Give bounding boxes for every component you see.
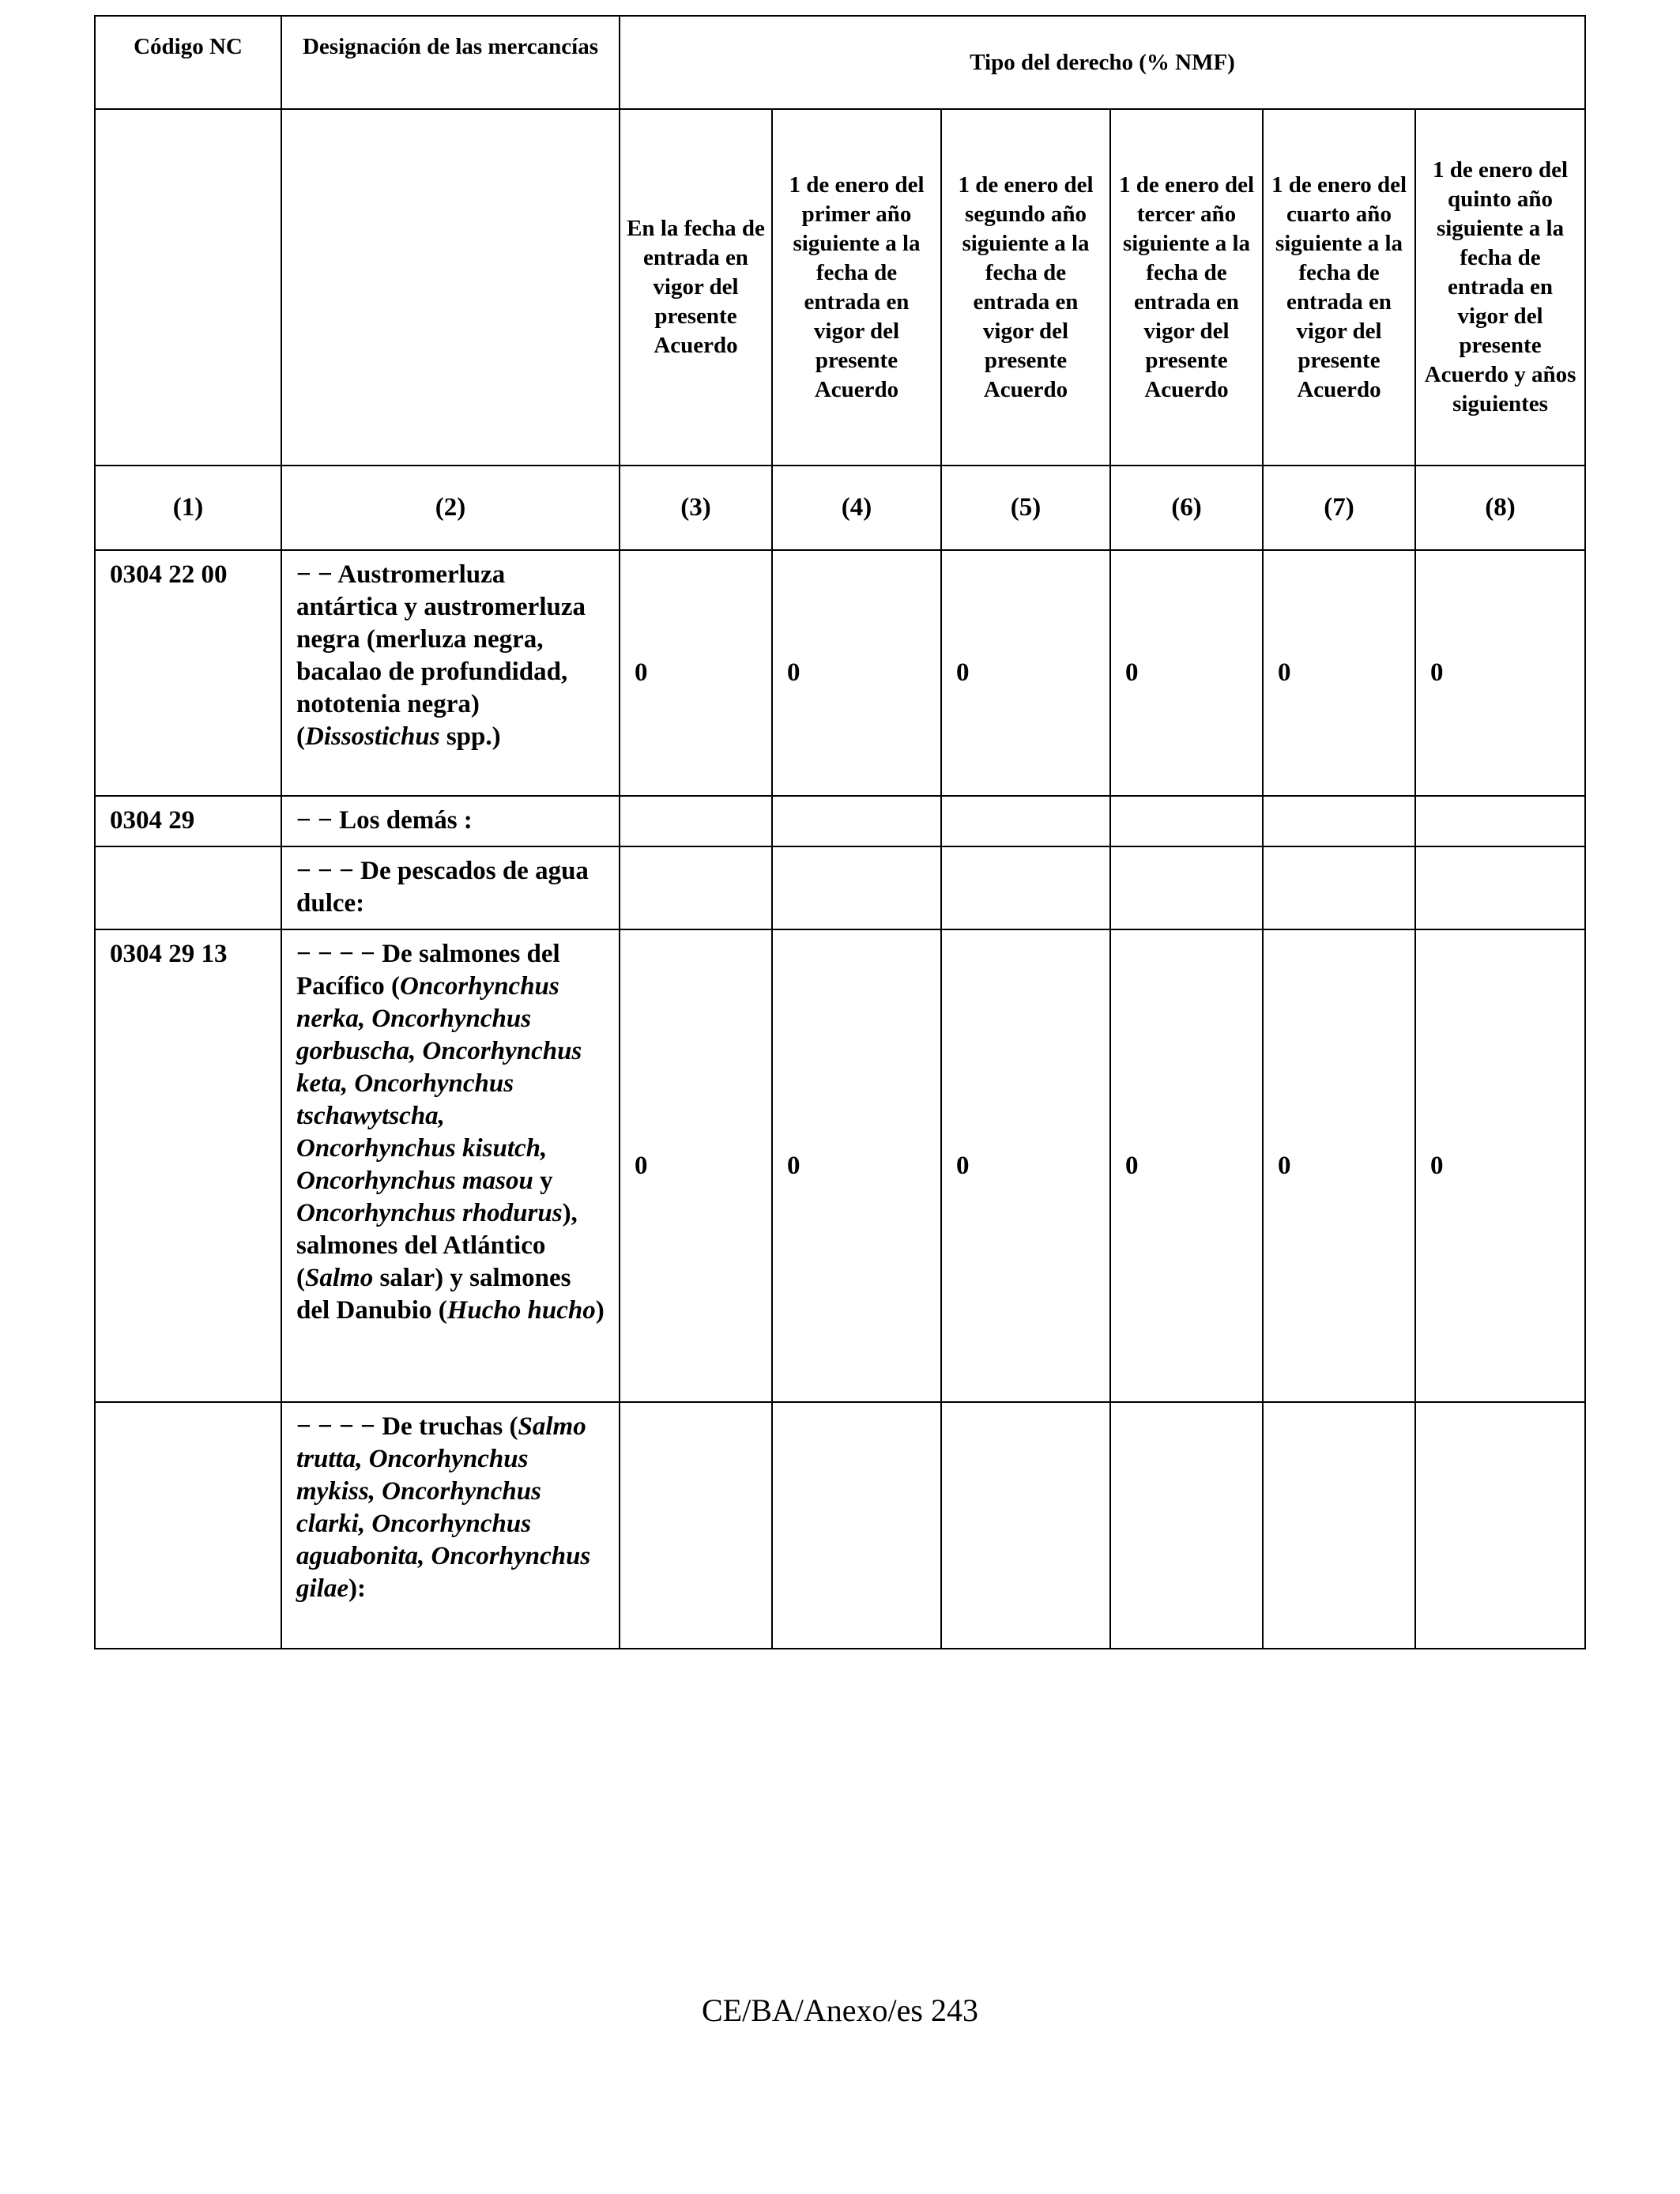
column-number: (4) xyxy=(772,466,941,550)
goods-description xyxy=(281,796,620,846)
nc-code: 0304 29 13 xyxy=(95,929,281,1402)
description-segment: − − Austromerluza antártica y austromerluza negra (merluza negra, bacalao de profundidad, nototenia negra) ( xyxy=(296,560,586,751)
duty-value xyxy=(1110,796,1263,846)
duty-value: 0 xyxy=(1110,929,1263,1402)
description-segment: − − − De pescados de agua dulce: xyxy=(296,857,589,918)
header-period-year4: 1 de enero del cuarto año siguiente a la fecha de entrada en vigor del presente Acuerdo xyxy=(1263,109,1415,466)
table-row xyxy=(95,929,1585,1402)
header-code: Código NC xyxy=(95,16,281,109)
duty-value: 0 xyxy=(941,550,1110,796)
description-segment: − − Los demás : xyxy=(296,806,473,835)
description-segment: Salmo trutta, Oncorhynchus mykiss, Oncorhynchus clarki, Oncorhynchus aguabonita, Oncorhynchus gilae xyxy=(296,1412,591,1603)
header-row-top xyxy=(95,16,1585,109)
duty-value xyxy=(941,846,1110,929)
description-segment: Oncorhynchus nerka, Oncorhynchus gorbuscha, Oncorhynchus keta, Oncorhynchus tschawytscha, Oncorhynchus kisutch, Oncorhynchus masou xyxy=(296,972,582,1195)
description-segment: ), salmones del Atlántico ( xyxy=(296,1199,578,1292)
header-row-periods xyxy=(95,109,1585,466)
description-segment: Salmo xyxy=(305,1264,374,1292)
duty-value xyxy=(1415,1402,1585,1649)
description-segment: y xyxy=(533,1167,553,1195)
column-number: (7) xyxy=(1263,466,1415,550)
duty-value: 0 xyxy=(1263,550,1415,796)
duty-value: 0 xyxy=(1415,550,1585,796)
column-number: (8) xyxy=(1415,466,1585,550)
table-row xyxy=(95,550,1585,796)
column-number: (5) xyxy=(941,466,1110,550)
table-row xyxy=(95,796,1585,846)
goods-description xyxy=(281,550,620,796)
duty-value xyxy=(620,796,772,846)
goods-description xyxy=(281,846,620,929)
duty-value: 0 xyxy=(1263,929,1415,1402)
table-row xyxy=(95,846,1585,929)
nc-code: 0304 29 xyxy=(95,796,281,846)
tariff-table xyxy=(94,15,1586,1649)
duty-value: 0 xyxy=(1110,550,1263,796)
goods-description xyxy=(281,1402,620,1649)
duty-value xyxy=(1110,846,1263,929)
description-segment: ): xyxy=(348,1574,366,1603)
header-duty-type: Tipo del derecho (% NMF) xyxy=(620,16,1585,109)
description-segment: salar) y salmones del Danubio ( xyxy=(296,1264,571,1325)
duty-value xyxy=(1415,846,1585,929)
duty-value: 0 xyxy=(1415,929,1585,1402)
description-segment: Dissostichus xyxy=(305,722,440,751)
column-number: (3) xyxy=(620,466,772,550)
nc-code xyxy=(95,846,281,929)
duty-value xyxy=(772,846,941,929)
duty-value: 0 xyxy=(941,929,1110,1402)
header-period-year2: 1 de enero del segundo año siguiente a la fecha de entrada en vigor del presente Acuerdo xyxy=(941,109,1110,466)
column-number-row xyxy=(95,466,1585,550)
duty-value xyxy=(772,796,941,846)
header-code-blank xyxy=(95,109,281,466)
description-segment: ) xyxy=(595,1296,605,1325)
duty-value xyxy=(772,1402,941,1649)
nc-code xyxy=(95,1402,281,1649)
description-segment: − − − − De truchas ( xyxy=(296,1412,518,1441)
column-number: (2) xyxy=(281,466,620,550)
header-period-entry: En la fecha de entrada en vigor del presente Acuerdo xyxy=(620,109,772,466)
duty-value xyxy=(1415,796,1585,846)
column-number: (6) xyxy=(1110,466,1263,550)
header-period-year5: 1 de enero del quinto año siguiente a la fecha de entrada en vigor del presente Acuerdo y años siguientes xyxy=(1415,109,1585,466)
header-designation: Designación de las mercancías xyxy=(281,16,620,109)
duty-value xyxy=(1110,1402,1263,1649)
description-segment: spp.) xyxy=(439,722,501,751)
header-designation-blank xyxy=(281,109,620,466)
page-footer-reference: CE/BA/Anexo/es 243 xyxy=(702,1992,978,2028)
duty-value: 0 xyxy=(772,550,941,796)
description-segment: − − − − De salmones del Pacífico ( xyxy=(296,940,560,1001)
duty-value: 0 xyxy=(620,550,772,796)
table-row xyxy=(95,1402,1585,1649)
description-segment: Hucho hucho xyxy=(446,1296,596,1325)
nc-code: 0304 22 00 xyxy=(95,550,281,796)
duty-value: 0 xyxy=(620,929,772,1402)
duty-value xyxy=(620,846,772,929)
header-period-year1: 1 de enero del primer año siguiente a la fecha de entrada en vigor del presente Acuerdo xyxy=(772,109,941,466)
duty-value xyxy=(1263,846,1415,929)
column-number: (1) xyxy=(95,466,281,550)
goods-description xyxy=(281,929,620,1402)
header-period-year3: 1 de enero del tercer año siguiente a la fecha de entrada en vigor del presente Acuerdo xyxy=(1110,109,1263,466)
duty-value xyxy=(1263,1402,1415,1649)
duty-value xyxy=(620,1402,772,1649)
duty-value: 0 xyxy=(772,929,941,1402)
description-segment: Oncorhynchus rhodurus xyxy=(296,1199,563,1227)
duty-value xyxy=(1263,796,1415,846)
duty-value xyxy=(941,796,1110,846)
duty-value xyxy=(941,1402,1110,1649)
